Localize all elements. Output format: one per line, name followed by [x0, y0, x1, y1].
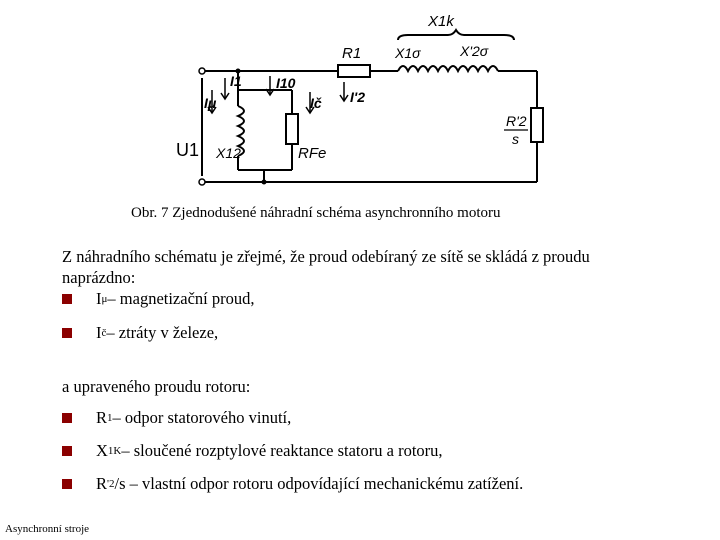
- label-r2-den: s: [512, 131, 519, 147]
- r2-resistor: [531, 108, 543, 142]
- bullet-square-icon: [62, 328, 72, 338]
- list-item: [62, 408, 291, 428]
- label-i10: I10: [276, 75, 296, 91]
- label-rfe: RFe: [298, 145, 327, 162]
- list-item: [62, 441, 443, 461]
- label-r1: R1: [342, 45, 362, 62]
- list-item: [62, 323, 218, 343]
- item-text: /s – vlastní odpor rotoru odpovídající mechanickému zatížení.: [114, 474, 524, 493]
- footer-label: Asynchronní stroje: [5, 523, 90, 535]
- superscript: ': [107, 478, 109, 490]
- label-x2s: X'2σ: [460, 43, 489, 59]
- item-text: – sloučené rozptylové reaktance statoru a rotoru,: [121, 441, 443, 460]
- subscript: 1: [107, 412, 113, 424]
- bullet-square-icon: [62, 446, 72, 456]
- item-text: – ztráty v železe,: [106, 323, 219, 342]
- r1-resistor: [338, 65, 370, 77]
- bullet-square-icon: [62, 479, 72, 489]
- intro-paragraph: Z náhradního schématu je zřejmé, že proud odebíraný ze sítě se skládá z proudu naprázdno:: [62, 247, 590, 287]
- symbol: I: [96, 289, 102, 308]
- figure-caption: Obr. 7 Zjednodušené náhradní schéma asynchronního motoru: [131, 205, 501, 221]
- rfe-resistor: [286, 114, 298, 144]
- label-ic: Ič: [310, 95, 322, 111]
- label-x12: X12: [216, 145, 241, 161]
- item-text: – magnetizační proud,: [107, 289, 255, 308]
- label-imu: Iμ: [204, 95, 217, 111]
- subscript: č: [101, 327, 107, 339]
- label-r2-num: R'2: [506, 113, 527, 129]
- list-item: [62, 289, 254, 309]
- x1k-brace: [398, 30, 514, 40]
- item-text: – odpor statorového vinutí,: [112, 408, 292, 427]
- bullet-square-icon: [62, 413, 72, 423]
- symbol: I: [96, 323, 102, 342]
- series-inductor: [398, 66, 498, 71]
- bullet-square-icon: [62, 294, 72, 304]
- subscript: μ: [101, 293, 108, 305]
- label-i2: I'2: [350, 89, 366, 105]
- symbol: R: [96, 474, 108, 493]
- label-u1: U1: [176, 140, 200, 160]
- symbol: X: [96, 441, 108, 460]
- mid-paragraph: a upraveného proudu rotoru:: [62, 377, 251, 396]
- subscript: 2: [109, 478, 115, 490]
- label-i1: I1: [230, 73, 242, 89]
- subscript: 1K: [107, 445, 122, 457]
- label-x1k: X1k: [428, 13, 454, 30]
- equivalent-circuit-diagram: [170, 8, 560, 198]
- label-x1s: X1σ: [395, 45, 421, 61]
- symbol: R: [96, 408, 108, 427]
- list-item: [62, 474, 523, 494]
